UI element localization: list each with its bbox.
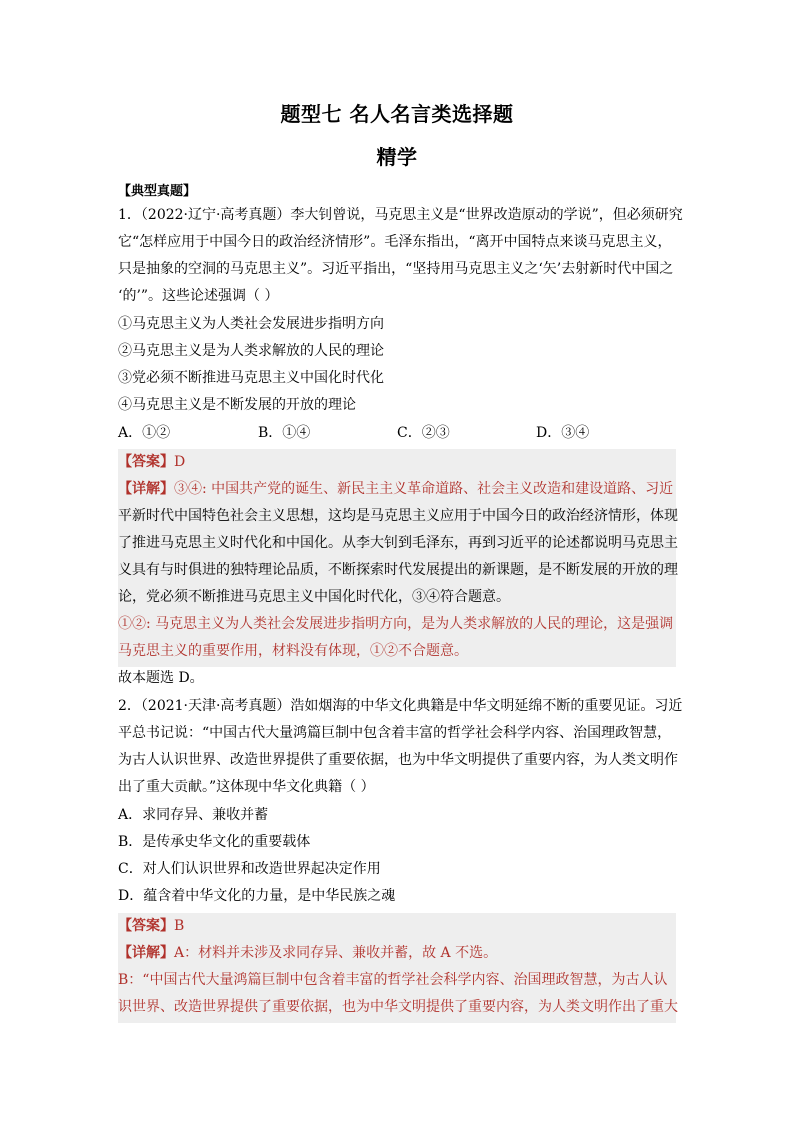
q2-stem-line: 平总书记说：“中国古代大量鸿篇巨制中包含着丰富的哲学社会科学内容、治国理政智慧， xyxy=(118,725,672,741)
q1-detail-line xyxy=(118,480,673,498)
q1-detail-line: 论，党必须不断推进马克思主义中国化时代化，③④符合题意。 xyxy=(118,589,510,605)
q2-option-c: C．对人们认识世界和改造世界起决定作用 xyxy=(118,861,381,877)
q1-detail-line: 义具有与时俱进的独特理论品质，不断探索时代发展提出的新课题，是不断发展的开放的理 xyxy=(118,562,678,578)
q1-statement: ①马克思主义为人类社会发展进步指明方向 xyxy=(118,316,384,332)
q2-detail-line: 识世界、改造世界提供了重要依据，也为中华文明提供了重要内容，为人类文明作出了重大 xyxy=(118,999,678,1015)
q1-detail-line: 平新时代中国特色社会主义思想，这均是马克思主义应用于中国今日的政治经济情形，体现 xyxy=(118,508,678,524)
page-title: 题型七 名人名言类选择题 xyxy=(280,102,514,126)
q1-option-b: B．①④ xyxy=(258,425,311,441)
detail-text: A：材料并未涉及求同存异、兼收并蓄，故 A 不选。 xyxy=(174,945,498,961)
section-label: 【典型真题】 xyxy=(118,184,197,199)
answer-label: 【答案】 xyxy=(118,918,174,934)
q2-stem-line: 为古人认识世界、改造世界提供了重要依据，也为中华文明提供了重要内容，为人类文明作 xyxy=(118,752,678,768)
q1-option-a: A．①② xyxy=(118,425,171,441)
q1-detail-line: ①②: 马克思主义为人类社会发展进步指明方向，是为人类求解放的人民的理论，这是强调 xyxy=(118,616,674,632)
q1-stem-line: 1．（2022·辽宁·高考真题）李大钊曾说，马克思主义是“世界改造原动的学说”，但必须研究 xyxy=(118,207,683,223)
q1-stem-line: ‘的’”。这些论述强调（ ） xyxy=(118,288,279,304)
q2-option-b: B．是传承史华文化的重要载体 xyxy=(118,834,311,850)
q2-detail-line xyxy=(118,944,497,962)
detail-label: 【详解】 xyxy=(118,945,174,961)
q2-option-a: A．求同存异、兼收并蓄 xyxy=(118,807,269,823)
answer-value: B xyxy=(174,918,185,934)
q1-option-d: D．③④ xyxy=(536,425,590,441)
q1-statement: ②马克思主义是为人类求解放的人民的理论 xyxy=(118,343,384,359)
q2-option-d: D．蕴含着中华文化的力量，是中华民族之魂 xyxy=(118,888,396,904)
answer-label: 【答案】 xyxy=(118,454,174,470)
detail-label: 【详解】 xyxy=(118,481,174,497)
q2-stem-line: 出了重大贡献。”这体现中华文化典籍（ ） xyxy=(118,779,375,795)
q1-statement: ③党必须不断推进马克思主义中国化时代化 xyxy=(118,370,384,386)
answer-value: D xyxy=(174,454,186,470)
q1-answer-line xyxy=(118,453,185,471)
q1-stem-line: 它“怎样应用于中国今日的政治经济情形”。毛泽东指出，“离开中国特点来谈马克思主义， xyxy=(118,234,672,250)
q1-conclusion: 故本题选 D。 xyxy=(118,670,204,686)
q1-option-c: C．②③ xyxy=(397,425,450,441)
q1-statement: ④马克思主义是不断发展的开放的理论 xyxy=(118,397,356,413)
q2-detail-line: B：“中国古代大量鸿篇巨制中包含着丰富的哲学社会科学内容、治国理政智慧，为古人认 xyxy=(118,972,668,988)
page-subtitle: 精学 xyxy=(376,145,418,169)
q2-stem-line: 2．（2021·天津·高考真题）浩如烟海的中华文化典籍是中华文明延绵不断的重要见证。习近 xyxy=(118,698,683,714)
detail-text: ③④: 中国共产党的诞生、新民主主义革命道路、社会主义改造和建设道路、习近 xyxy=(174,481,674,497)
q2-answer-line xyxy=(118,917,184,935)
q1-stem-line: 只是抽象的空洞的马克思主义”。习近平指出，“坚持用马克思主义之‘矢’去射新时代中国之 xyxy=(118,261,674,277)
q1-detail-line: 了推进马克思主义时代化和中国化。从李大钊到毛泽东，再到习近平的论述都说明马克思主 xyxy=(118,535,678,551)
q1-detail-line: 马克思主义的重要作用，材料没有体现，①②不合题意。 xyxy=(118,643,468,659)
